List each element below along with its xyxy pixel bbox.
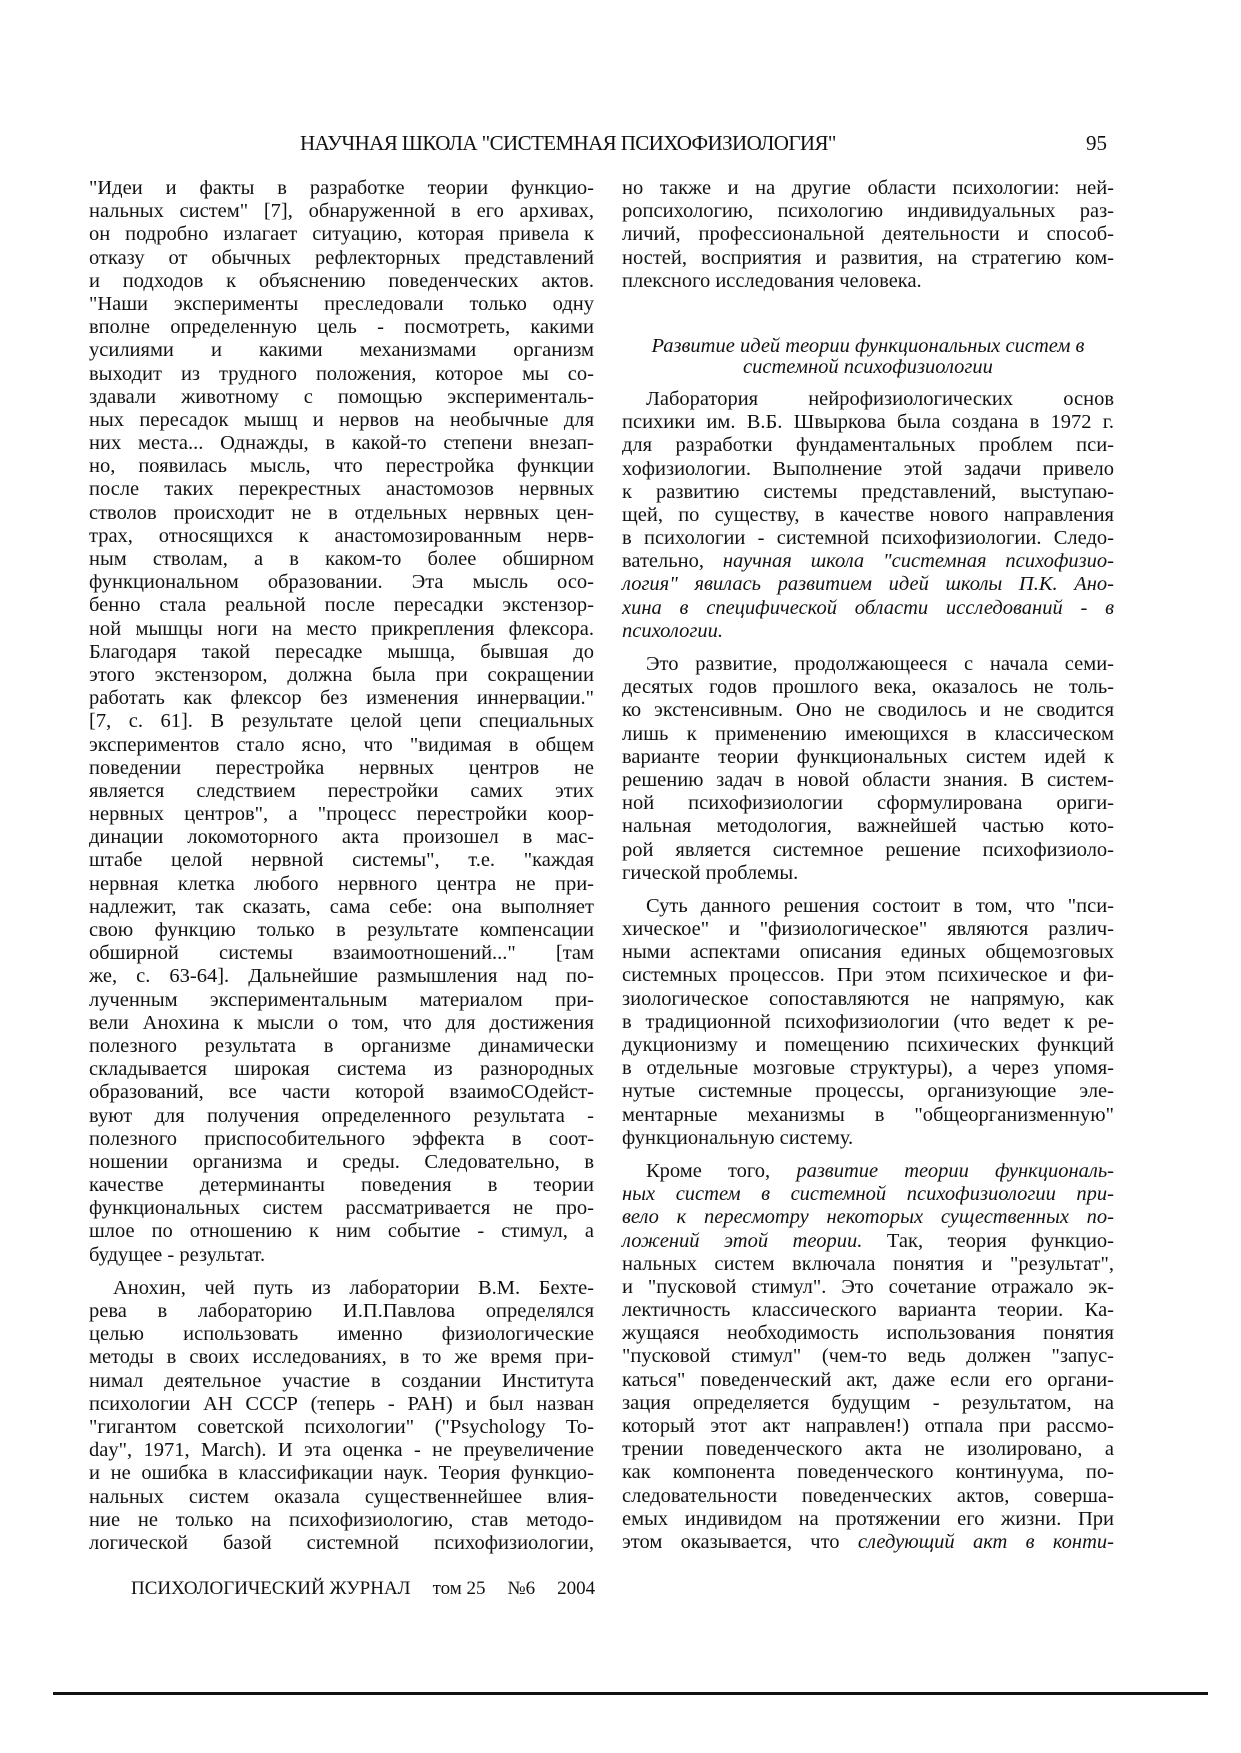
text-line: нальных систем оказала существеннейшее влия-	[89, 1485, 594, 1508]
paragraph	[622, 895, 1114, 1150]
text-line: здавали животному с помощью эксперименталь-	[89, 385, 594, 408]
text-line: каться" поведенческий акт, даже если его органи-	[622, 1368, 1114, 1391]
text-line: зиологическое сопоставляются не напрямую, как	[622, 987, 1114, 1010]
text-line: в отдельные мозговые структуры), а через упомя-	[622, 1057, 1114, 1080]
text-line: и подходов к объяснению поведенческих актов.	[89, 269, 594, 292]
text-line: в традиционной психофизиологии (что ведет к ре-	[622, 1010, 1114, 1033]
text-line: Благодаря такой пересадке мышца, бывшая до	[89, 640, 594, 663]
running-title: НАУЧНАЯ ШКОЛА "СИСТЕМНАЯ ПСИХОФИЗИОЛОГИЯ"	[300, 131, 836, 155]
text-line: Развитие идей теории функциональных систем в	[651, 334, 1085, 357]
text-line: для разработки фундаментальных проблем пси-	[622, 434, 1114, 457]
text-line: в психологии - системной психофизиологии. Следо-	[622, 527, 1114, 550]
text-line: свою функцию только в результате компенсации	[89, 919, 594, 941]
text-line: лишь к применению имеющихся в классическом	[622, 722, 1114, 745]
text-line: и не ошибка в классификации наук. Теория функцио-	[89, 1462, 594, 1485]
text-line: личий, профессиональной деятельности и способ-	[622, 223, 1114, 246]
text-line: ной мышцы ноги на место прикрепления флексора.	[89, 617, 594, 640]
italic-text: следующий акт в конти-	[857, 1530, 1114, 1553]
text-line: полезного приспособительного эффекта в соот-	[89, 1127, 594, 1150]
text-line: экспериментов стало ясно, что "видимая в общем	[89, 733, 594, 756]
text-line	[622, 1206, 1114, 1229]
text-line: но, появилась мысль, что перестройка функции	[89, 455, 594, 478]
text-line: нервных центров", а "процесс перестройки коор-	[89, 803, 594, 826]
text-line	[622, 597, 1114, 620]
text-line: "пусковой стимул" (чем-то ведь должен "запус-	[622, 1345, 1114, 1368]
text-line: обширной системы взаимоотношений..." [там	[89, 942, 594, 965]
text-line: работать как флексор без изменения иннервации."	[89, 687, 594, 710]
italic-text: научная школа "системная психофизио-	[722, 550, 1114, 573]
text-line: ным стволам, а в каком-то более обширном	[89, 548, 594, 570]
text-line: ных пересадок мышц и нервов на необычные для	[89, 408, 594, 431]
paragraph	[622, 1160, 1114, 1554]
text-line: к развитию системы представлений, выступаю-	[622, 480, 1114, 503]
text-line: нимал деятельное участие в создании Института	[89, 1369, 594, 1392]
text-line: логической базой системной психофизиологии,	[89, 1531, 594, 1554]
text-line: отказу от обычных рефлекторных представлений	[89, 246, 594, 269]
text-line: лектичность классического варианта теории. Ка-	[622, 1299, 1114, 1322]
text-line: "Идеи и факты в разработке теории функцио-	[89, 177, 594, 199]
text-line: ной психофизиологии сформулирована ориги-	[622, 792, 1114, 815]
paragraph	[622, 653, 1114, 885]
text-line: образований, все части которой взаимоСОдейст-	[89, 1081, 594, 1104]
text-line: ментарные механизмы в "общеорганизменную"	[622, 1103, 1114, 1126]
paragraph	[622, 177, 1114, 293]
text-line: Суть данного решения состоит в том, что "пси-	[646, 894, 1114, 917]
text-line: системной психофизиологии	[743, 355, 993, 378]
text-segment: вательно,	[622, 550, 723, 573]
text-line: же, с. 63-64]. Дальнейшие размышления над по-	[89, 965, 594, 988]
text-line: варианте теории функциональных систем идей к	[622, 745, 1114, 768]
text-line: следовательности поведенческих актов, соверша-	[622, 1484, 1114, 1507]
text-line: нервная клетка любого нервного центра не при-	[89, 872, 594, 895]
text-line: поведении перестройка нервных центров не	[89, 756, 594, 779]
text-line: психологии АН СССР (теперь - РАН) и был назван	[89, 1392, 594, 1415]
text-line: Лаборатория нейрофизиологических основ	[646, 387, 1114, 410]
text-line: рой является системное решение психофизиоло-	[622, 838, 1114, 861]
paragraph	[89, 177, 594, 1267]
italic-text: ложений этой теории.	[622, 1229, 863, 1252]
paragraph	[622, 388, 1114, 643]
text-line: гической проблемы.	[622, 861, 799, 884]
page-number: 95	[1086, 131, 1107, 155]
text-line: стволов происходит не в отдельных нервных цен-	[89, 501, 594, 524]
text-line: трении поведенческого акта не изолировано, а	[622, 1438, 1114, 1461]
text-line: который этот акт направлен!) отпала при рассмо-	[622, 1415, 1114, 1437]
right-column	[622, 177, 1114, 1554]
italic-text: вело к пересмотру некоторых существенных по-	[622, 1206, 1114, 1229]
footer-year: 2004	[557, 1578, 596, 1599]
text-line: является следствием перестройки самих этих	[89, 779, 594, 802]
text-line	[622, 550, 1114, 573]
text-line: вели Анохина к мысли о том, что для достижения	[89, 1011, 594, 1034]
text-line: штабе целой нервной системы", т.е. "каждая	[89, 849, 594, 872]
text-line: жущаяся необходимость использования понятия	[622, 1322, 1114, 1345]
text-line: ностей, восприятия и развития, на стратегию ком-	[622, 246, 1114, 269]
text-line: решению задач в новой области знания. В систем-	[622, 768, 1114, 791]
text-segment: Кроме того,	[646, 1159, 797, 1182]
text-line: психики им. В.Б. Швыркова была создана в 1972 г.	[622, 411, 1114, 434]
text-line: складывается широкая система из разнородных	[89, 1058, 594, 1081]
text-line: вуют для получения определенного результата -	[89, 1104, 594, 1127]
text-line: как компонента поведенческого континуума, по-	[622, 1461, 1114, 1484]
text-line: динации локомоторного акта произошел в мас-	[89, 826, 594, 849]
text-line: системных процессов. При этом психическое и фи-	[622, 964, 1114, 987]
text-line: нутые системные процессы, организующие эле-	[622, 1080, 1114, 1103]
text-line: плексного исследования человека.	[622, 269, 922, 292]
text-line	[622, 620, 1114, 643]
text-line: "гигантом советской психологии" ("Psychology To-	[89, 1415, 594, 1438]
paragraph	[89, 1277, 594, 1555]
text-line: бенно стала реальной после пересадки экстензор-	[89, 594, 594, 617]
italic-text: логия" явилась развитием идей школы П.К. Ано-	[622, 573, 1114, 596]
text-line: нальная методология, важнейшей частью кото-	[622, 815, 1114, 838]
text-line: функциональную систему.	[622, 1126, 854, 1149]
text-line: выходит из трудного положения, которое мы со-	[89, 362, 594, 385]
text-line: хическое" и "физиологическое" являются различ-	[622, 918, 1114, 941]
footer-issue: №6	[507, 1578, 536, 1599]
text-line: качестве детерминанты поведения в теории	[89, 1174, 594, 1197]
text-line: них места... Однажды, в какой-то степени внезап-	[89, 432, 594, 455]
text-line: Это развитие, продолжающееся с начала семи-	[646, 653, 1114, 675]
text-line: ние не только на психофизиологию, став методо-	[89, 1508, 594, 1531]
italic-text: психологии.	[622, 619, 723, 642]
footer-volume: том 25	[432, 1578, 486, 1599]
text-line: но также и на другие области психологии: ней-	[622, 177, 1114, 199]
text-line: надлежит, так сказать, сама себе: она выполняет	[89, 895, 594, 918]
text-line: шлое по отношению к ним событие - стимул, а	[89, 1220, 594, 1243]
text-line: будущее - результат.	[89, 1243, 266, 1266]
text-line: ными аспектами описания единых общемозговых	[622, 941, 1114, 964]
bottom-rule	[53, 1692, 1208, 1695]
section-heading	[622, 336, 1114, 378]
text-line: лученным экспериментальным материалом при-	[89, 988, 594, 1011]
text-line: зация определяется будущим - результатом, на	[622, 1391, 1114, 1414]
italic-text: хина в специфической области исследований - в	[622, 596, 1114, 619]
text-line: он подробно излагает ситуацию, которая привела к	[89, 223, 594, 246]
text-line: рева в лабораторию И.П.Павлова определялся	[89, 1300, 594, 1322]
text-line	[622, 1183, 1114, 1206]
text-line: функциональном образовании. Эта мысль осо-	[89, 571, 594, 594]
italic-text: ных систем в системной психофизиологии при-	[622, 1183, 1114, 1206]
text-line: ношении организма и среды. Следовательно, в	[89, 1150, 594, 1173]
text-line: хофизиологии. Выполнение этой задачи привело	[622, 457, 1114, 480]
text-line: емых индивидом на протяжении его жизни. При	[622, 1507, 1114, 1530]
text-line: усилиями и какими механизмами организм	[89, 339, 594, 362]
text-line	[622, 1230, 1114, 1253]
text-line	[622, 573, 1114, 596]
text-line: ко экстенсивным. Оно не сводилось и не сводится	[622, 699, 1114, 722]
left-column	[89, 177, 594, 1555]
text-line: нальных систем" [7], обнаруженной в его архивах,	[89, 200, 594, 223]
text-line: "Наши эксперименты преследовали только одну	[89, 292, 594, 315]
text-line: методы в своих исследованиях, в то же время при-	[89, 1346, 594, 1369]
text-segment: этом оказывается, что	[622, 1530, 858, 1553]
text-line: вполне определенную цель - посмотреть, какими	[89, 316, 594, 339]
text-line: десятых годов прошлого века, оказалось не толь-	[622, 676, 1114, 699]
text-line: после таких перекрестных анастомозов нервных	[89, 478, 594, 501]
text-line: этого экстензором, должна была при сокращении	[89, 663, 594, 686]
italic-text: развитие теории функциональ-	[796, 1159, 1114, 1182]
footer	[131, 1578, 617, 1600]
text-line: полезного результата в организме динамически	[89, 1034, 594, 1057]
text-line: щей, по существу, в качестве нового направления	[622, 503, 1114, 526]
text-line: трах, относящихся к анастомозированным нерв-	[89, 524, 594, 547]
text-line: функциональных систем рассматривается не про-	[89, 1197, 594, 1220]
footer-journal: ПСИХОЛОГИЧЕСКИЙ ЖУРНАЛ	[131, 1578, 411, 1599]
text-line: ропсихологию, психологию индивидуальных раз-	[622, 200, 1114, 223]
text-line: day", 1971, March). И эта оценка - не преувеличение	[89, 1439, 594, 1462]
text-line	[622, 1160, 1114, 1183]
text-line: нальных систем включала понятия и "результат",	[622, 1252, 1114, 1275]
text-segment: Так, теория функцио-	[862, 1229, 1115, 1252]
text-line: Анохин, чей путь из лаборатории В.М. Бехте-	[113, 1276, 594, 1299]
text-line: и "пусковой стимул". Это сочетание отражало эк-	[622, 1275, 1114, 1298]
text-line: дукционизму и помещению психических функций	[622, 1034, 1114, 1056]
text-line: [7, с. 61]. В результате целой цепи специальных	[89, 710, 594, 733]
text-line	[622, 1531, 1114, 1554]
text-line: целью использовать именно физиологические	[89, 1323, 594, 1346]
